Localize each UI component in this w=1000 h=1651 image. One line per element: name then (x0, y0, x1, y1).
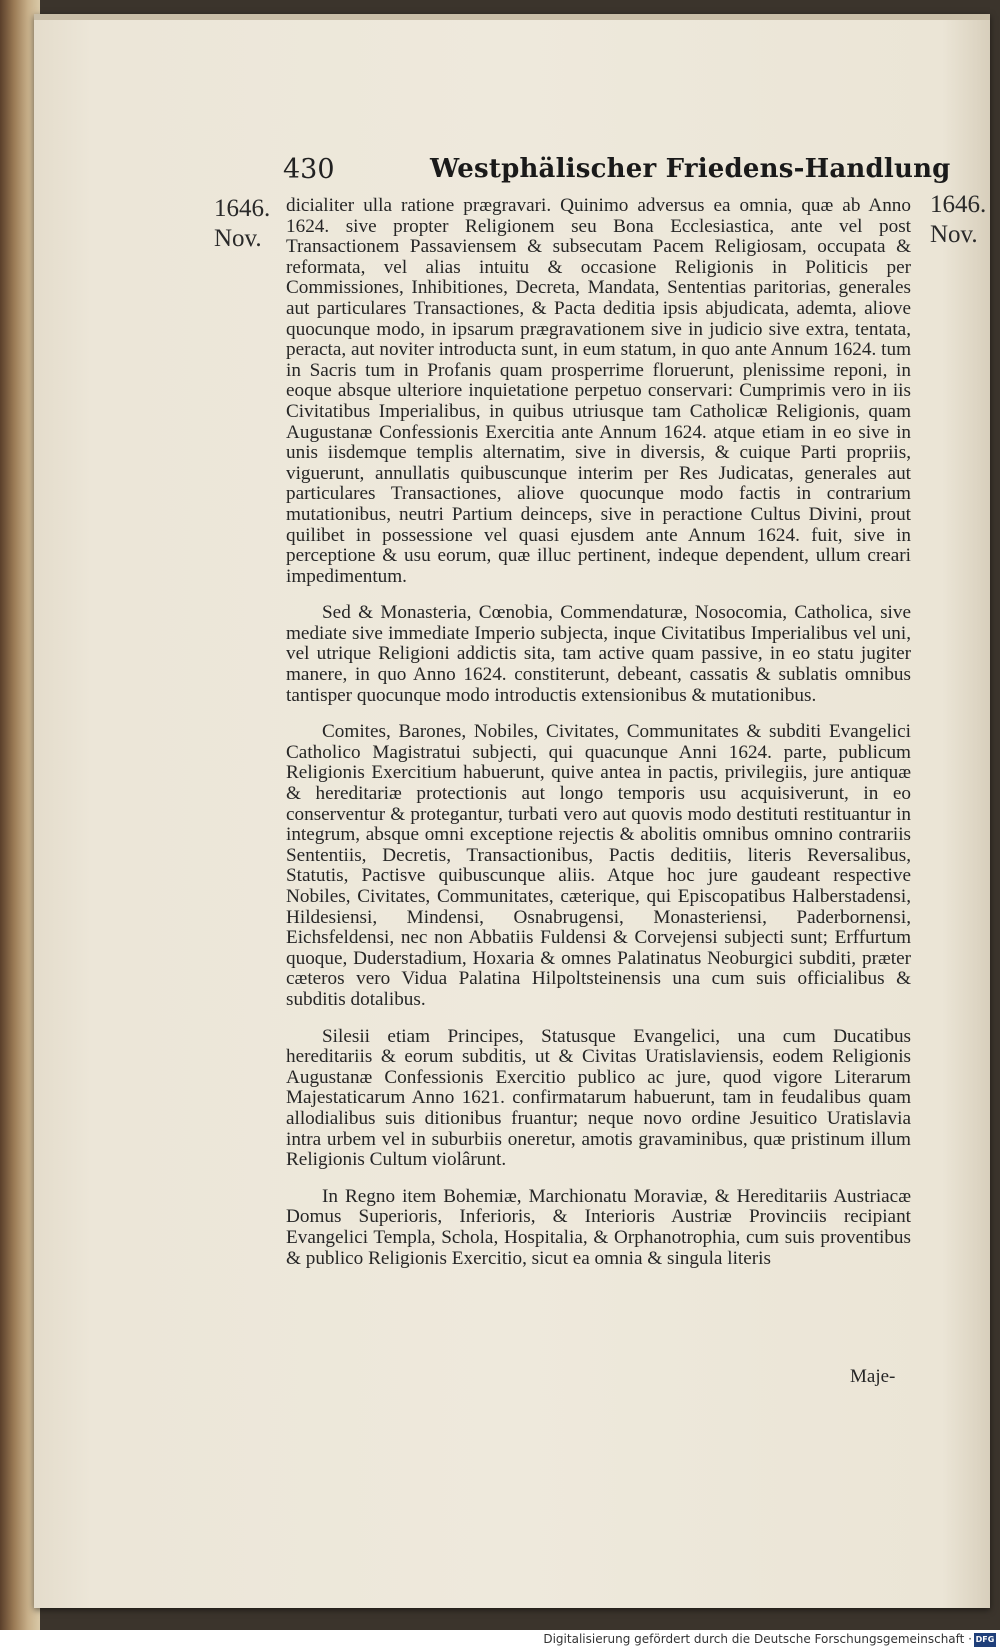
page-number: 430 (283, 154, 335, 185)
paragraph: Comites, Barones, Nobiles, Civitates, Communitates & subditi Evangelici Catholico Magistratui subjecti, qui quacunque Anni 1624. parte, publicum Religionis Exercitium habuerunt, quive antea in pactis, privilegiis, jure antiquæ & hereditariæ protectionis aut longo temporis usu acquisiverunt, in eo conserventur & protegantur, turbati vero aut quovis modo destituti restituantur in integrum, absque omni exceptione rejectis & abolitis omnibus omnino contrariis Sententiis, Decretis, Transactionibus, Pactis deditiis, literis Reversalibus, Statutis, Pactisve quibuscunque aliis. Atque hoc jure gaudeant respective Nobiles, Civitates, Communitates, cæterique, qui Episcopatibus Halberstadensi, Hildesiensi, Mindensi, Osnabrugensi, Monasteriensi, Paderbornensi, Eichsfeldensi, nec non Abbatiis Fuldensi & Corvejensi subjecti sunt; Erffurtum quoque, Duderstadium, Hoxaria & omnes Palatinatus Neoburgici subditi, præter cæteros vero Vidua Palatina Hilpoltsteinensis una cum suis officialibus & subditis dotalibus. (286, 721, 911, 1010)
paragraph: dicialiter ulla ratione prægravari. Quinimo adversus ea omnia, quæ ab Anno 1624. sive propter Religionem seu Bona Ecclesiastica, ante vel post Transactionem Passaviensem & subsecutam Pacem Religiosam, occupata & reformata, vel alias intuitu & occasione Religionis in Politicis per Commissiones, Inhibitiones, Decreta, Mandata, Sententias paritorias, generales aut particulares Transactiones, & Pacta deditia ipsis abjudicata, ademta, aliove quocunque modo, in ipsarum prægravationem sive in judicio sive extra, tentata, peracta, aut noviter introducta sunt, in eum statum, in quo ante Annum 1624. tum in Sacris tum in Profanis quam prosperrime floruerunt, plenissime reponi, in eoque absque ulteriore inquietatione perpetuo conservari: Cumprimis vero in iis Civitatibus Imperialibus, in quibus utriusque tam Catholicæ Religionis, quam Augustanæ Confessionis Exercitia ante Annum 1624. atque etiam in eo sive in unis iisdemque templis alternatim, sive in diversis, & cuique Parti propriis, viguerunt, annullatis quibuscunque interim per Res Judicatas, generales aut particulares Transactiones, aliove quocunque modo factis in contrarium mutationibus, neutri Partium deinceps, sive in peractione Cultus Divini, prout quilibet in possessione vel quasi ejusdem ante Annum 1624. fuit, sive in perceptione & usu eorum, quæ illuc pertinent, indeque dependent, ullum creari impedimentum. (286, 195, 911, 587)
margin-note-right (930, 190, 986, 250)
margin-year: 1646. (930, 191, 987, 218)
footer-bar (0, 1630, 1000, 1651)
margin-note-left (214, 194, 270, 254)
body-text (286, 196, 911, 1269)
footer-credit: Digitalisierung gefördert durch die Deutsche Forschungsgemeinschaft · (543, 1632, 972, 1646)
paragraph: Sed & Monasteria, Cœnobia, Commendaturæ, Nosocomia, Catholica, sive mediate sive immediate Imperio subjecta, inque Civitatibus Imperialibus vel uni, vel utrique Religioni addictis sita, tam active quam passive, in eo statu jugiter manere, in quo Anno 1624. constiterunt, debeant, cassatis & sublatis omnibus tantisper quocunque modo introductis extensionibus & mutationibus. (286, 602, 911, 706)
dfg-logo: DFG (974, 1633, 996, 1647)
margin-month: Nov. (214, 225, 262, 252)
paragraph: In Regno item Bohemiæ, Marchionatu Moraviæ, & Hereditariis Austriacæ Domus Superioris, Inferioris, & Interioris Austriæ Provinciis recipiant Evangelici Templa, Schola, Hospitalia, & Orphanotrophia, cum suis proventibus & publico Religionis Exercitio, sicut ea omnia & singula literis (286, 1185, 911, 1269)
running-title: Westphälischer Friedens-Handlung (430, 154, 951, 184)
page-header (0, 154, 1000, 194)
paragraph: Silesii etiam Principes, Statusque Evangelici, una cum Ducatibus hereditariis & eorum subditis, ut & Civitas Uratislaviensis, eodem Religionis Augustanæ Confessionis Exercitio publico ac jure, quod vigore Literarum Majestaticarum Anno 1621. confirmatarum habuerunt, tam in feudalibus quam allodialibus suis ditionibus fruantur; neque novo ordine Jesuitico Uratislavia intra urbem vel in suburbiis oneretur, amotis gravaminibus, quæ pristinum illum Religionis Cultum violârunt. (286, 1025, 911, 1171)
catchword: Maje- (850, 1366, 896, 1387)
margin-year: 1646. (214, 195, 271, 222)
margin-month: Nov. (930, 221, 978, 248)
